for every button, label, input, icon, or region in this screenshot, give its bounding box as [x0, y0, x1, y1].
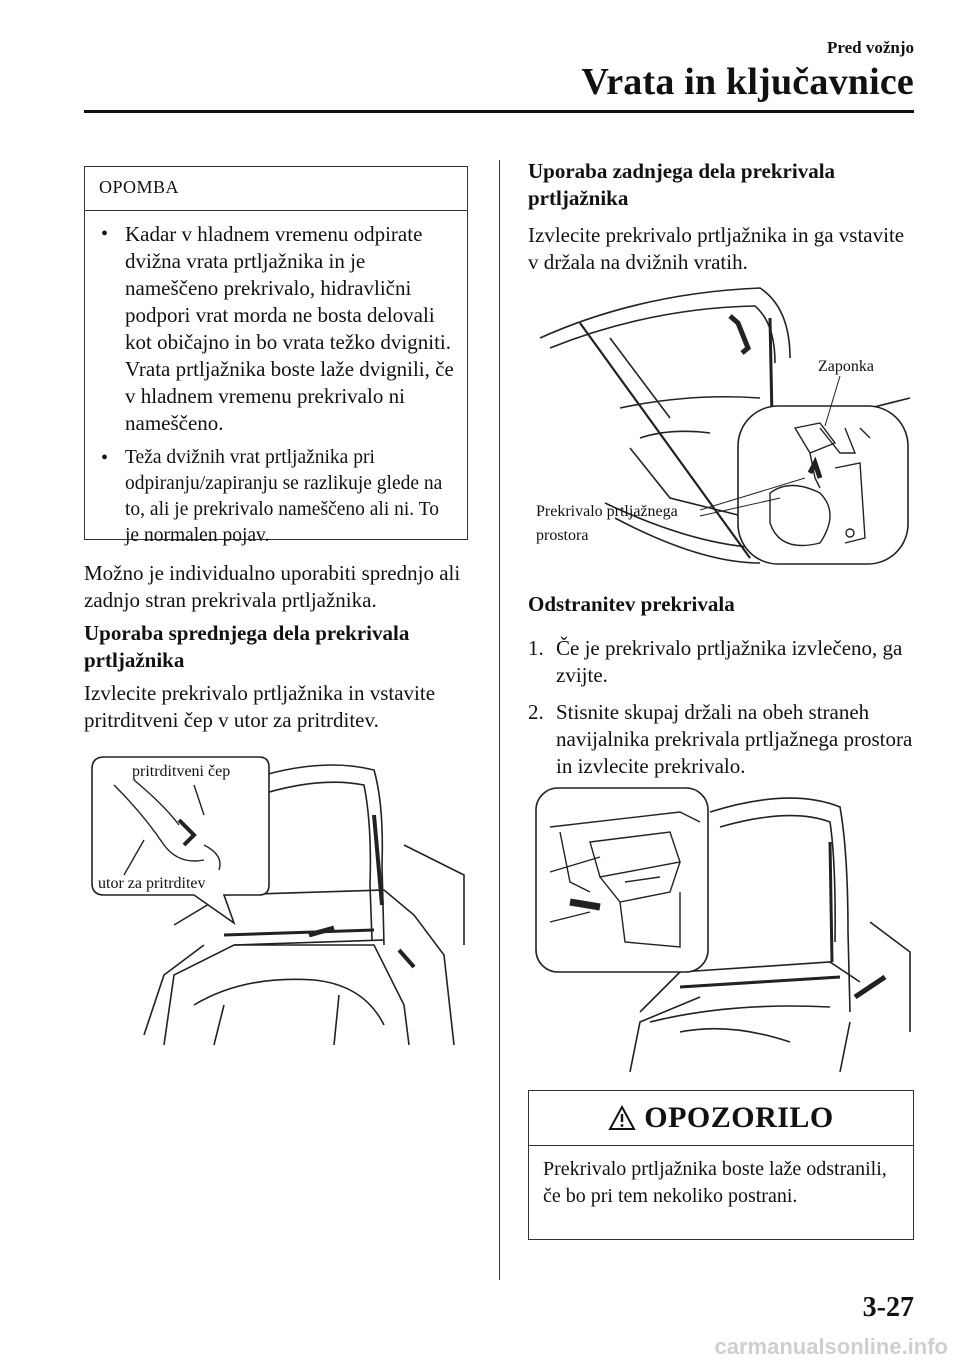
label-cover-line1: Prekrivalo prtljažnega [536, 503, 678, 520]
warning-box [528, 1090, 914, 1240]
front-heading: Uporaba sprednjega dela prekrivala prtljažnika [84, 621, 410, 672]
figure-rear-cover [520, 278, 920, 578]
label-clip: Zaponka [818, 358, 874, 375]
trunk-illustration-remove [530, 782, 915, 1072]
step-text: Stisnite skupaj držali na obeh straneh navijalnika prekrivala prtljažnega prostora in izvlecite prekrivalo. [556, 700, 913, 778]
note-heading: OPOMBA [85, 167, 467, 211]
trunk-illustration-rear [520, 278, 920, 578]
page-number: 3-27 [862, 1292, 914, 1323]
step-item [528, 635, 928, 689]
page-title: Vrata in ključavnice [581, 61, 914, 103]
rear-heading: Uporaba zadnjega dela prekrivala prtljažnika [528, 159, 836, 210]
intro-paragraph: Možno je individualno uporabiti sprednjo ali zadnjo stran prekrivala prtljažnika. [84, 561, 461, 612]
label-cover-line2: prostora [536, 527, 589, 544]
figure-front-cover [84, 745, 479, 1045]
rear-paragraph: Izvlecite prekrivalo prtljažnika in ga vstavite v držala na dvižnih vratih. [528, 223, 905, 274]
label-plug: pritrditveni čep [132, 763, 231, 780]
step-number: 1. [528, 636, 544, 660]
header-divider [84, 110, 914, 113]
warning-text: Prekrivalo prtljažnika boste laže odstranili, če bo pri tem nekoliko postrani. [543, 1158, 887, 1207]
section-label: Pred vožnjo [826, 38, 914, 57]
step-text: Če je prekrivalo prtljažnika izvlečeno, ga zvijte. [556, 636, 903, 687]
warning-heading: OPOZORILO [644, 1101, 834, 1134]
warning-triangle-icon [608, 1105, 636, 1131]
note-box [84, 166, 468, 546]
note-item: • Teža dvižnih vrat prtljažnika pri odpiranju/zapiranju se razlikuje glede na to, ali je prekrivalo nameščeno ali ni. To je normalen pojav. [99, 445, 455, 549]
warning-heading-row [529, 1091, 913, 1146]
remove-steps [528, 635, 928, 790]
trunk-illustration-front [84, 745, 479, 1045]
footer-watermark: carmanualsonline.info [714, 1334, 948, 1359]
step-number: 2. [528, 700, 544, 724]
note-list [85, 211, 467, 549]
column-divider [499, 160, 500, 1280]
step-item [528, 699, 928, 780]
note-item: • Kadar v hladnem vremenu odpirate dvižna vrata prtljažnika in je nameščeno prekrivalo, hidravlični podpori vrat morda ne bosta delovali kot običajno in bo vrata težko dvigniti. Vrata prtljažnika boste laže dvignili, če v hladnem vremenu prekrivalo ni nameščeno. [99, 221, 455, 437]
remove-heading: Odstranitev prekrivala [528, 592, 735, 616]
front-paragraph: Izvlecite prekrivalo prtljažnika in vstavite pritrditveni čep v utor za pritrditev. [84, 681, 436, 732]
figure-remove-cover [530, 782, 915, 1072]
label-slot: utor za pritrditev [98, 875, 206, 892]
